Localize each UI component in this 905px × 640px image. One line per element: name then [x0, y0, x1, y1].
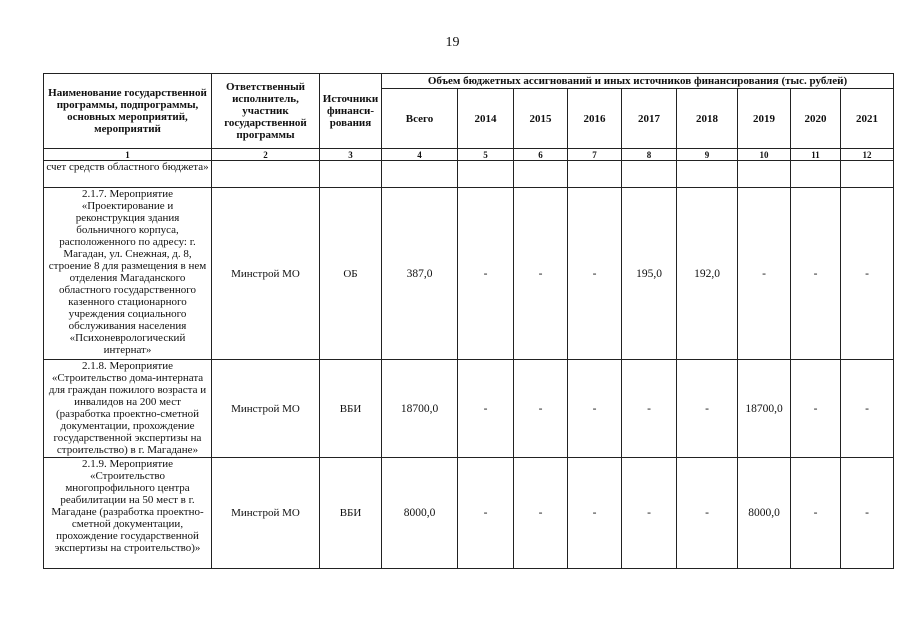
row-name: 2.1.8. Мероприятие «Строительство дома-интерната для граждан пожилого возраста и инвалидов на 200 мест (разработка проектно-сметной документации, прохождение государственной экспертизы на строительство) в г. Магадане»	[44, 360, 212, 458]
row-total: 387,0	[382, 188, 458, 360]
row-year-value: -	[791, 458, 841, 569]
header-year: 2019	[738, 89, 791, 149]
table-row	[44, 360, 894, 458]
row-total: 18700,0	[382, 360, 458, 458]
column-number: 9	[677, 149, 738, 161]
header-year: 2016	[568, 89, 622, 149]
row-year-value: -	[791, 360, 841, 458]
row-year-value: 18700,0	[738, 360, 791, 458]
row-source: ОБ	[320, 188, 382, 360]
row-year-value: -	[738, 188, 791, 360]
row-year-value	[458, 161, 514, 188]
row-executor: Минстрой МО	[212, 188, 320, 360]
column-number: 1	[44, 149, 212, 161]
row-year-value: -	[791, 188, 841, 360]
row-year-value: -	[568, 458, 622, 569]
table-row	[44, 188, 894, 360]
header-year: 2017	[622, 89, 677, 149]
row-year-value	[738, 161, 791, 188]
header-source: Источники финанси-рования	[320, 74, 382, 149]
column-number: 3	[320, 149, 382, 161]
row-year-value: -	[514, 188, 568, 360]
row-year-value: -	[841, 458, 894, 569]
column-number: 7	[568, 149, 622, 161]
row-year-value	[514, 161, 568, 188]
row-year-value: -	[458, 458, 514, 569]
row-year-value: 8000,0	[738, 458, 791, 569]
row-year-value: -	[841, 188, 894, 360]
column-number: 6	[514, 149, 568, 161]
header-year: 2015	[514, 89, 568, 149]
row-year-value	[791, 161, 841, 188]
row-executor	[212, 161, 320, 188]
row-source: ВБИ	[320, 458, 382, 569]
row-year-value: -	[677, 458, 738, 569]
row-year-value	[568, 161, 622, 188]
row-year-value: 192,0	[677, 188, 738, 360]
row-year-value: -	[458, 188, 514, 360]
row-year-value: -	[514, 360, 568, 458]
row-year-value	[622, 161, 677, 188]
row-source: ВБИ	[320, 360, 382, 458]
row-source	[320, 161, 382, 188]
column-numbers-row	[44, 149, 894, 161]
row-name: 2.1.9. Мероприятие «Строительство многопрофильного центра реабилитации на 50 мест в г. Магадане (разработка проектно-сметной документации, прохождение государственной экспертизы на строительство)»	[44, 458, 212, 569]
row-executor: Минстрой МО	[212, 458, 320, 569]
table-row	[44, 458, 894, 569]
row-year-value: -	[568, 188, 622, 360]
row-year-value: -	[622, 360, 677, 458]
row-year-value: -	[458, 360, 514, 458]
row-total	[382, 161, 458, 188]
header-executor: Ответственный исполнитель, участник государственной программы	[212, 74, 320, 149]
row-year-value: -	[841, 360, 894, 458]
row-year-value: -	[677, 360, 738, 458]
header-year: 2014	[458, 89, 514, 149]
column-number: 8	[622, 149, 677, 161]
row-total: 8000,0	[382, 458, 458, 569]
column-number: 10	[738, 149, 791, 161]
column-number: 12	[841, 149, 894, 161]
header-year: 2020	[791, 89, 841, 149]
column-number: 11	[791, 149, 841, 161]
budget-table	[43, 73, 894, 569]
row-executor: Минстрой МО	[212, 360, 320, 458]
table-row	[44, 161, 894, 188]
row-year-value: -	[568, 360, 622, 458]
header-name: Наименование государственной программы, подпрограммы, основных мероприятий, мероприятий	[44, 74, 212, 149]
column-number: 4	[382, 149, 458, 161]
page-number: 19	[445, 35, 460, 50]
row-year-value: -	[514, 458, 568, 569]
row-year-value: 195,0	[622, 188, 677, 360]
header-year: 2018	[677, 89, 738, 149]
header-volume: Объем бюджетных ассигнований и иных источников финансирования (тыс. рублей)	[382, 74, 894, 89]
header-year: 2021	[841, 89, 894, 149]
row-year-value	[841, 161, 894, 188]
row-name: счет средств областного бюджета»	[44, 161, 212, 188]
row-name: 2.1.7. Мероприятие «Проектирование и реконструкция здания больничного корпуса, расположенного по адресу: г. Магадан, ул. Снежная, д. 8, строение 8 для размещения в нем отделения Магаданского областного государственного казенного стационарного учреждения социального обслуживания населения «Психоневрологический интернат»	[44, 188, 212, 360]
row-year-value	[677, 161, 738, 188]
column-number: 5	[458, 149, 514, 161]
column-number: 2	[212, 149, 320, 161]
row-year-value: -	[622, 458, 677, 569]
header-total: Всего	[382, 89, 458, 149]
